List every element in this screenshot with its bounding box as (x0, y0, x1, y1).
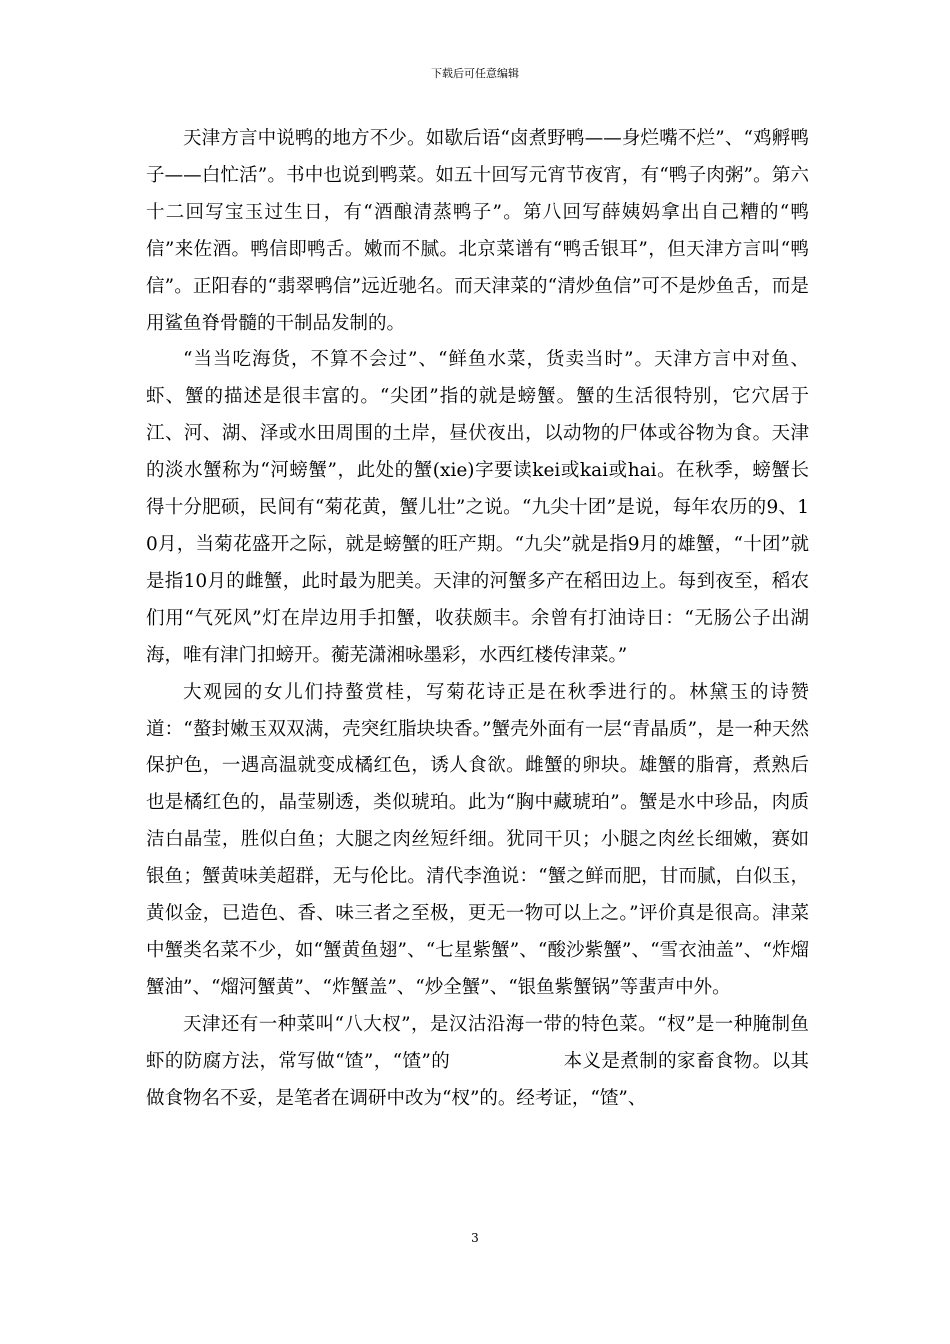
body-text (146, 121, 809, 1117)
page-header: 下载后可任意编辑 (431, 67, 519, 80)
paragraph-bada-cha: 天津还有一种菜叫“八大杈”，是汉沽沿海一带的特色菜。“杈”是一种腌制鱼虾的防腐方法，常写做“馇”，“馇”的 本义是煮制的家畜食物。以其做食物名不妥，是笔者在调研中改为“杈”的。经考证，“馇”、 (146, 1013, 809, 1109)
paragraph-daguanyuan: 大观园的女儿们持螯赏桂，写菊花诗正是在秋季进行的。林黛玉的诗赞道：“螯封嫩玉双双满，壳突红脂块块香。”蟹壳外面有一层“青晶质”，是一种天然保护色，一遇高温就变成橘红色，诱人食欲。雌蟹的卵块。雄蟹的脂膏，煮熟后也是橘红色的，晶莹剔透，类似琥珀。此为“胸中藏琥珀”。蟹是水中珍品，肉质洁白晶莹，胜似白鱼；大腿之肉丝短纤细。犹同干贝；小腿之肉丝长细嫩，赛如银鱼；蟹黄味美超群，无与伦比。清代李渔说：“蟹之鲜而肥，甘而腻，白似玉，黄似金，已造色、香、味三者之至极，更无一物可以上之。”评价真是很高。津菜中蟹类名菜不少，如“蟹黄鱼翅”、“七星紫蟹”、“酸沙紫蟹”、“雪衣油盖”、“炸熘蟹油”、“熘河蟹黄”、“炸蟹盖”、“炒全蟹”、“银鱼紫蟹锅”等蜚声中外。 (146, 681, 809, 998)
paragraph-crab: “当当吃海货，不算不会过”、“鲜鱼水菜，货卖当时”。天津方言中对鱼、虾、蟹的描述是很丰富的。“尖团”指的就是螃蟹。蟹的生活很特别，它穴居于江、河、湖、泽或水田周围的土岸，昼伏夜出，以动物的尸体或谷物为食。天津的淡水蟹称为“河螃蟹”，此处的蟹(xie)字要读kei或kai或hai。在秋季，螃蟹长得十分肥硕，民间有“菊花黄，蟹儿壮”之说。“九尖十团”是说，每年农历的9、10月，当菊花盛开之际，就是螃蟹的旺产期。“九尖”就是指9月的雄蟹，“十团”就是指10月的雌蟹，此时最为肥美。天津的河蟹多产在稻田边上。每到夜至，稻农们用“气死风”灯在岸边用手扣蟹，收获颇丰。余曾有打油诗日：“无肠公子出湖海，唯有津门扣螃开。蘅芜潇湘咏墨彩，水西红楼传津菜。” (146, 349, 809, 666)
page-number: 3 (471, 1231, 479, 1245)
paragraph-duck: 天津方言中说鸭的地方不少。如歇后语“卤煮野鸭——身烂嘴不烂”、“鸡孵鸭子——白忙活”。书中也说到鸭菜。如五十回写元宵节夜宵，有“鸭子肉粥”。第六十二回写宝玉过生日，有“酒酿清蒸鸭子”。第八回写薛姨妈拿出自己糟的“鸭信”来佐酒。鸭信即鸭舌。嫩而不腻。北京菜谱有“鸭舌银耳”，但天津方言叫“鸭信”。正阳春的“翡翠鸭信”远近驰名。而天津菜的“清炒鱼信”可不是炒鱼舌，而是用鲨鱼脊骨髓的干制品发制的。 (146, 128, 809, 334)
